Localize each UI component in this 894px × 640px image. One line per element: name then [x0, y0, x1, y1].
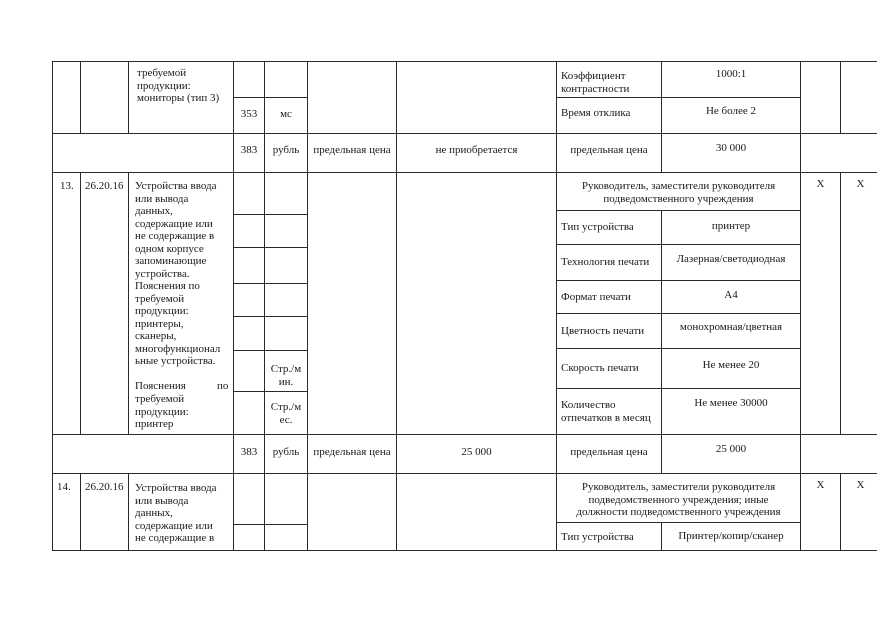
rule: [80, 61, 81, 133]
unit-code-cell: 383: [240, 144, 258, 156]
positions-cell: Руководитель, заместители руководителя подведомственного учреждения: [581, 180, 776, 205]
rule: [52, 550, 877, 551]
rule: [128, 473, 129, 551]
rule: [264, 61, 265, 551]
rule: [80, 172, 81, 434]
characteristic-label: Коэффициент контрастности: [561, 70, 630, 95]
unit-code-cell: 353: [240, 108, 258, 120]
rule: [233, 524, 307, 525]
mark-x: X: [856, 479, 865, 491]
characteristic-value: Лазерная/светодиодная: [676, 253, 786, 265]
characteristic-value: Не более 2: [705, 105, 757, 117]
characteristic-value: принтер: [711, 220, 751, 232]
rule: [396, 61, 397, 551]
price-kind-cell: предельная цена: [570, 446, 648, 458]
rule: [840, 61, 841, 133]
characteristic-label: Скорость печати: [561, 362, 639, 375]
product-name-cell: Устройства ввода или вывода данных, содержащие или не содержащие в: [135, 482, 217, 544]
rule: [80, 473, 81, 551]
rule: [233, 350, 307, 351]
rule: [128, 61, 129, 133]
characteristic-value: монохромная/цветная: [679, 321, 783, 333]
rule: [307, 61, 308, 551]
rule: [556, 522, 800, 523]
price-kind-cell: предельная цена: [570, 144, 648, 156]
rule: [233, 283, 307, 284]
characteristic-label: Количество отпечатков в месяц: [561, 399, 651, 424]
rule: [233, 214, 307, 215]
rule: [840, 172, 841, 434]
rule: [52, 61, 53, 551]
rule: [233, 97, 307, 98]
rule: [52, 133, 877, 134]
mark-x: X: [816, 178, 825, 190]
unit-name-cell: рубль: [272, 144, 300, 156]
characteristic-label: Формат печати: [561, 290, 631, 303]
price-value-cell: 30 000: [715, 142, 747, 154]
mark-x: X: [816, 479, 825, 491]
price-value-cell: 25 000: [715, 443, 747, 455]
rule: [52, 61, 877, 62]
characteristic-value: Не менее 20: [702, 359, 760, 371]
unit-name-cell: рубль: [272, 446, 300, 458]
rule: [52, 434, 877, 435]
characteristic-value: Принтер/копир/сканер: [678, 530, 784, 542]
characteristic-value: А4: [724, 289, 738, 301]
rule: [233, 247, 307, 248]
rule: [556, 97, 800, 98]
price-kind-cell: предельная цена: [313, 144, 391, 156]
characteristic-label: Время отклика: [561, 107, 631, 119]
price-value-cell: 25 000: [461, 446, 492, 458]
unit-name-cell: мс: [280, 108, 292, 120]
characteristic-value: Не менее 30000: [694, 397, 768, 409]
rule: [233, 61, 234, 551]
characteristic-label: Технология печати: [561, 256, 650, 269]
unit-code-cell: 383: [240, 446, 258, 458]
unit-name-cell: Стр./м ин.: [270, 363, 302, 388]
product-name-cell: требуемой продукции: принтер: [135, 393, 189, 430]
characteristic-value: 1000:1: [715, 68, 747, 80]
rule: [52, 473, 877, 474]
product-note-label: Пояснения: [135, 380, 186, 392]
rule: [556, 61, 557, 551]
product-note-label: по: [217, 380, 229, 392]
rule: [800, 61, 801, 551]
row-number: 14.: [57, 481, 71, 493]
product-name-cell: требуемой продукции: мониторы (тип 3): [137, 67, 220, 104]
product-name-cell: Устройства ввода или вывода данных, содержащие или не содержащие в одном корпусе запоминающие устройства. Пояснения по требуемой продукции: принтеры, сканеры, многофункционал ьные устройства.: [135, 180, 221, 367]
characteristic-label: Тип устройства: [561, 531, 634, 543]
rule: [233, 316, 307, 317]
price-value-cell: не приобретается: [435, 144, 518, 156]
okpd-code: 26.20.16: [85, 180, 124, 192]
characteristic-label: Цветность печати: [561, 324, 645, 337]
rule: [233, 391, 307, 392]
okpd-code: 26.20.16: [85, 481, 124, 493]
rule: [52, 172, 877, 173]
unit-name-cell: Стр./м ес.: [270, 401, 302, 426]
rule: [128, 172, 129, 434]
mark-x: X: [856, 178, 865, 190]
price-kind-cell: предельная цена: [313, 446, 391, 458]
rule: [661, 210, 662, 473]
characteristic-label: Тип устройства: [561, 221, 634, 234]
row-number: 13.: [60, 180, 74, 192]
positions-cell: Руководитель, заместители руководителя подведомственного учреждения; иные должности подведомственного учреждения: [576, 481, 781, 518]
